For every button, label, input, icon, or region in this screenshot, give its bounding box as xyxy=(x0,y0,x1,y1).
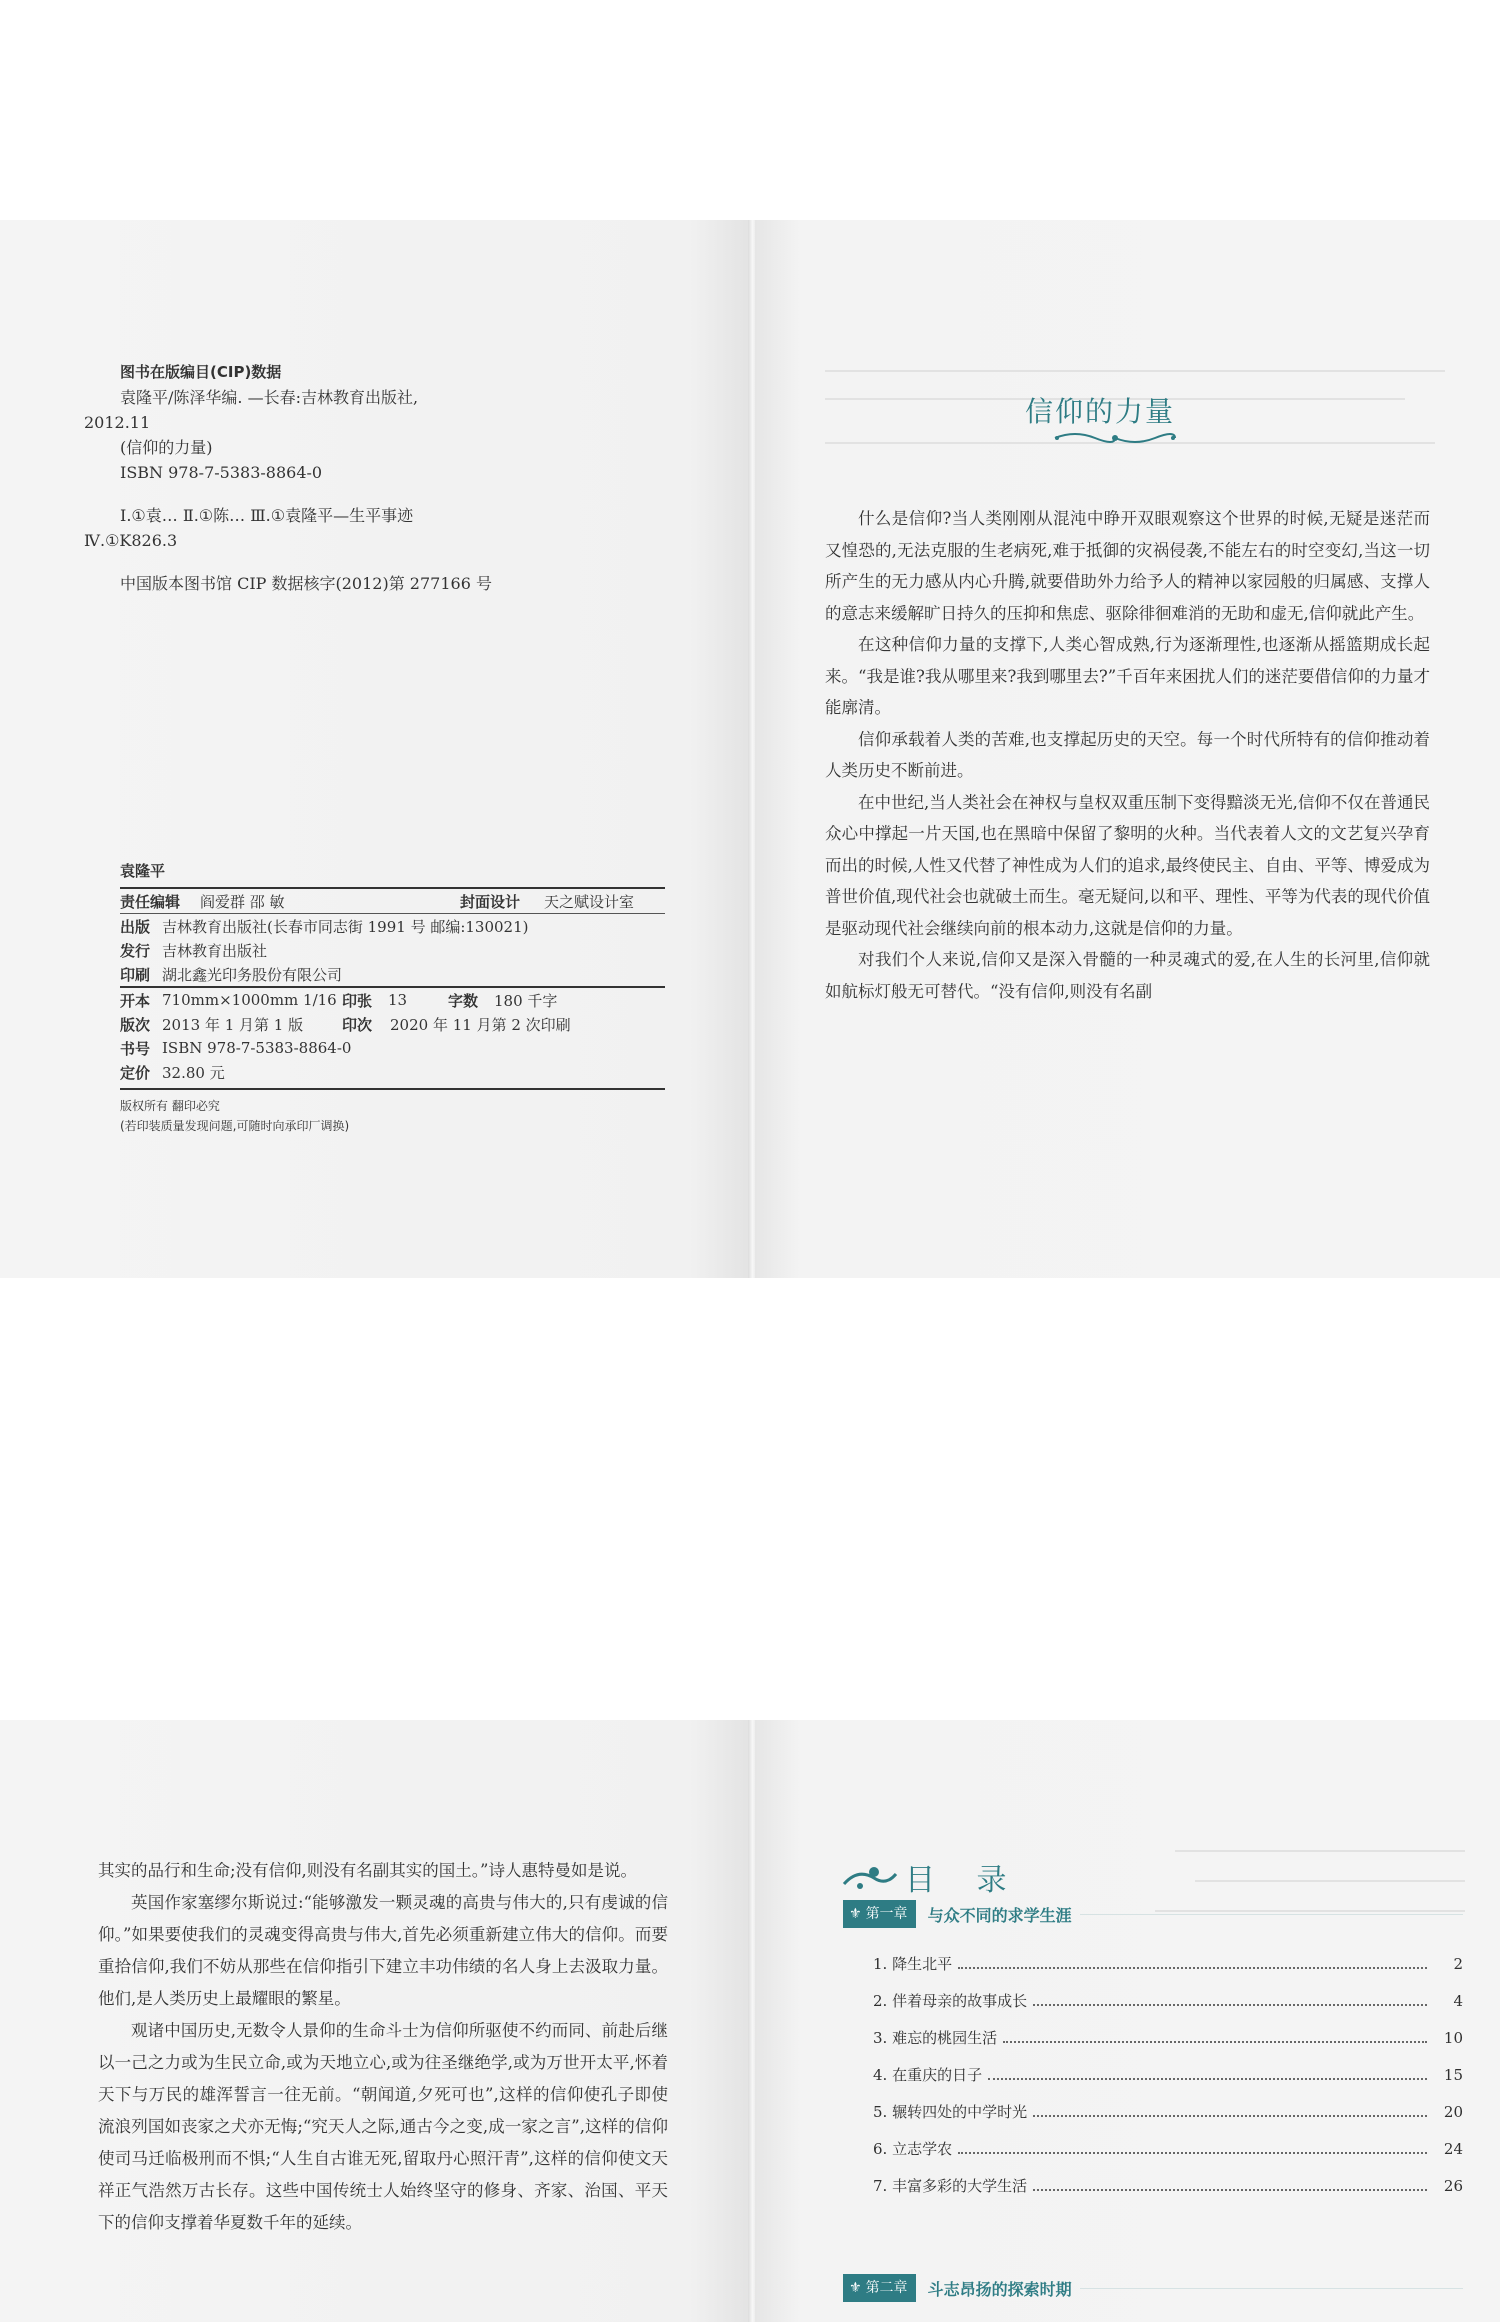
toc-entry-label: 7. 丰富多彩的大学生活 xyxy=(873,2177,1028,2195)
distribute-label: 发行 xyxy=(120,941,151,960)
rights-notice xyxy=(120,1096,665,1136)
format-label: 开本 xyxy=(120,991,151,1010)
chapter-1-header xyxy=(843,1900,1463,1928)
toc-entry-page: 4 xyxy=(1453,1991,1463,2010)
chapter-badge-label: 第一章 xyxy=(865,1906,908,1922)
print-label: 印刷 xyxy=(120,965,151,984)
toc-entry-page: 24 xyxy=(1443,2139,1463,2158)
designer-value: 天之赋设计室 xyxy=(544,892,635,911)
toc-entry-label: 3. 难忘的桃园生活 xyxy=(873,2029,998,2047)
toc-entry-label: 5. 辗转四处的中学时光 xyxy=(873,2103,1028,2121)
continuation-paragraph: 观诸中国历史,无数令人景仰的生命斗士为信仰所驱使不约而同、前赴后继以一己之力或为生民立命,或为天地立心,或为往圣继绝学,或为万世开太平,怀着天下与万民的雄浑誓言一往无前。“朝闻道,夕死可也”,这样的信仰使孔子即使流浪列国如丧家之犬亦无悔;“究天人之际,通古今之变,成一家之言”,这样的信仰使司马迁临极刑而不惧;“人生自古谁无死,留取丹心照汗青”,这样的信仰使文天祥正气浩然万古长存。这些中国传统士人始终坚守的修身、齐家、治国、平天下的信仰支撑着华夏数千年的延续。 xyxy=(98,2021,668,2232)
leaf-ornament-icon xyxy=(840,1860,900,1894)
rights-text: 版权所有 翻印必究 xyxy=(120,1099,220,1113)
colophon-row-distribute xyxy=(120,938,665,962)
flourish-ornament-icon xyxy=(1045,428,1185,448)
chapter-badge-label: 第二章 xyxy=(865,2280,908,2296)
cip-line: Ⅰ.①袁… Ⅱ.①陈… Ⅲ.①袁隆平—生平事迹 xyxy=(120,506,414,525)
toc-title: 目 录 xyxy=(905,1863,1023,1898)
toc-entry[interactable] xyxy=(873,1982,1463,2019)
publish-label: 出版 xyxy=(120,917,151,936)
cip-line: 2012.11 xyxy=(84,413,151,432)
edition-label: 版次 xyxy=(120,1015,151,1034)
printing-value: 2020 年 11 月第 2 次印刷 xyxy=(390,1015,571,1034)
colophon-row-edition xyxy=(120,1012,665,1036)
price-label: 定价 xyxy=(120,1063,151,1082)
distribute-value: 吉林教育出版社 xyxy=(162,941,268,960)
chapter-title: 斗志昂扬的探索时期 xyxy=(927,2279,1072,2299)
top-spread xyxy=(0,220,1500,1278)
toc-entry-page: 2 xyxy=(1453,1954,1463,1973)
continuation-paragraph: 其实的品行和生命;没有信仰,则没有名副其实的国土。”诗人惠特曼如是说。 xyxy=(98,1861,637,1880)
fleur-de-lis-icon: ⚜ xyxy=(849,1906,862,1922)
editor-value: 阎爱群 邵 敏 xyxy=(200,892,285,911)
printing-label: 印次 xyxy=(342,1015,373,1034)
toc-entry-label: 6. 立志学农 xyxy=(873,2140,953,2158)
fleur-de-lis-icon: ⚜ xyxy=(849,2280,862,2296)
chapter-2-header xyxy=(843,2274,1463,2302)
format-value: 710mm×1000mm 1/16 xyxy=(162,991,337,1009)
cip-line: (信仰的力量) xyxy=(120,438,213,457)
cip-line: 中国版本图书馆 CIP 数据核字(2012)第 277166 号 xyxy=(120,574,492,593)
print-value: 湖北鑫光印务股份有限公司 xyxy=(162,965,343,984)
toc-entry-label: 2. 伴着母亲的故事成长 xyxy=(873,1992,1028,2010)
toc-entry[interactable] xyxy=(873,1945,1463,1982)
colophon-row-publish xyxy=(120,913,665,938)
sheets-value: 13 xyxy=(388,991,408,1009)
foreword-page xyxy=(755,220,1500,1278)
cip-block xyxy=(84,360,680,596)
foreword-paragraph: 在中世纪,当人类社会在神权与皇权双重压制下变得黯淡无光,信仰不仅在普通民众心中撑起一片天国,也在黑暗中保留了黎明的火种。当代表着人文的文艺复兴孕育而出的时候,人性又代替了神性成为人们的追求,最终使民主、自由、平等、博爱成为普世价值,现代社会也就破土而生。毫无疑问,以和平、理性、平等为代表的现代价值是驱动现代社会继续向前的根本动力,这就是信仰的力量。 xyxy=(825,792,1430,938)
foreword-paragraph: 对我们个人来说,信仰又是深入骨髓的一种灵魂式的爱,在人生的长河里,信仰就如航标灯般无可替代。“没有信仰,则没有名副 xyxy=(825,950,1430,1001)
toc-page xyxy=(755,1720,1500,2322)
toc-entry[interactable] xyxy=(873,2056,1463,2093)
sheets-label: 印张 xyxy=(342,991,373,1010)
continuation-body xyxy=(98,1855,668,2239)
toc-entry[interactable] xyxy=(873,2019,1463,2056)
publish-value: 吉林教育出版社(长春市同志街 1991 号 邮编:130021) xyxy=(162,917,529,936)
foreword-paragraph: 信仰承载着人类的苦难,也支撑起历史的天空。每一个时代所特有的信仰推动着人类历史不断前进。 xyxy=(825,729,1430,780)
words-label: 字数 xyxy=(448,991,479,1010)
colophon-row-print xyxy=(120,962,665,986)
colophon xyxy=(120,860,665,1136)
toc-entry[interactable] xyxy=(873,2130,1463,2167)
toc-entry-page: 10 xyxy=(1443,2028,1463,2047)
toc-entry-page: 20 xyxy=(1443,2102,1463,2121)
chapter-title: 与众不同的求学生涯 xyxy=(927,1905,1072,1925)
continuation-page xyxy=(0,1720,750,2322)
isbn-value: ISBN 978-7-5383-8864-0 xyxy=(162,1039,352,1057)
cip-line: ISBN 978-7-5383-8864-0 xyxy=(120,463,323,482)
colophon-row-price xyxy=(120,1060,665,1084)
cip-line: Ⅳ.①K826.3 xyxy=(84,531,178,550)
chapter-badge xyxy=(843,1900,916,1928)
foreword-paragraph: 什么是信仰?当人类刚刚从混沌中睁开双眼观察这个世界的时候,无疑是迷茫而又惶恐的,无法克服的生老病死,难于抵御的灾祸侵袭,不能左右的时空变幻,当这一切所产生的无力感从内心升腾,就要借助外力给予人的精神以家园般的归属感、支撑人的意志来缓解旷日持久的压抑和焦虑、驱除徘徊难消的无助和虚无,信仰就此产生。 xyxy=(825,509,1430,623)
colophon-row-editor xyxy=(120,887,665,913)
book-name: 袁隆平 xyxy=(120,862,166,880)
toc-entry[interactable] xyxy=(873,2093,1463,2130)
toc-entry-label: 4. 在重庆的日子 xyxy=(873,2066,983,2084)
colophon-row-isbn xyxy=(120,1036,665,1060)
continuation-paragraph: 英国作家塞缪尔斯说过:“能够激发一颗灵魂的高贵与伟大的,只有虔诚的信仰。”如果要使我们的灵魂变得高贵与伟大,首先必须重新建立伟大的信仰。而要重拾信仰,我们不妨从那些在信仰指引下建立丰功伟绩的名人身上去汲取力量。他们,是人类历史上最耀眼的繁星。 xyxy=(98,1893,668,2008)
copyright-page xyxy=(0,220,750,1278)
toc-entry[interactable] xyxy=(873,2167,1463,2204)
editor-label: 责任编辑 xyxy=(120,892,181,911)
designer-label: 封面设计 xyxy=(460,892,521,911)
bottom-spread xyxy=(0,1720,1500,2322)
toc-entry-page: 26 xyxy=(1443,2176,1463,2195)
toc-list xyxy=(873,1945,1463,2204)
toc-entry-page: 15 xyxy=(1443,2065,1463,2084)
quality-notice: (若印装质量发现问题,可随时向承印厂调换) xyxy=(120,1119,350,1133)
cip-heading: 图书在版编目(CIP)数据 xyxy=(120,363,282,381)
cip-line: 袁隆平/陈泽华编. —长春:吉林教育出版社, xyxy=(120,388,419,407)
colophon-row-format xyxy=(120,986,665,1012)
foreword-body xyxy=(825,503,1430,1007)
foreword-title: 信仰的力量 xyxy=(1025,395,1176,428)
chapter-badge xyxy=(843,2274,916,2302)
words-value: 180 千字 xyxy=(494,991,558,1010)
foreword-paragraph: 在这种信仰力量的支撑下,人类心智成熟,行为逐渐理性,也逐渐从摇篮期成长起来。“我是谁?我从哪里来?我到哪里去?”千百年来困扰人们的迷茫要借信仰的力量才能廓清。 xyxy=(825,635,1430,717)
isbn-label: 书号 xyxy=(120,1039,151,1058)
price-value: 32.80 元 xyxy=(162,1063,225,1082)
edition-value: 2013 年 1 月第 1 版 xyxy=(162,1015,304,1034)
toc-entry-label: 1. 降生北平 xyxy=(873,1955,953,1973)
